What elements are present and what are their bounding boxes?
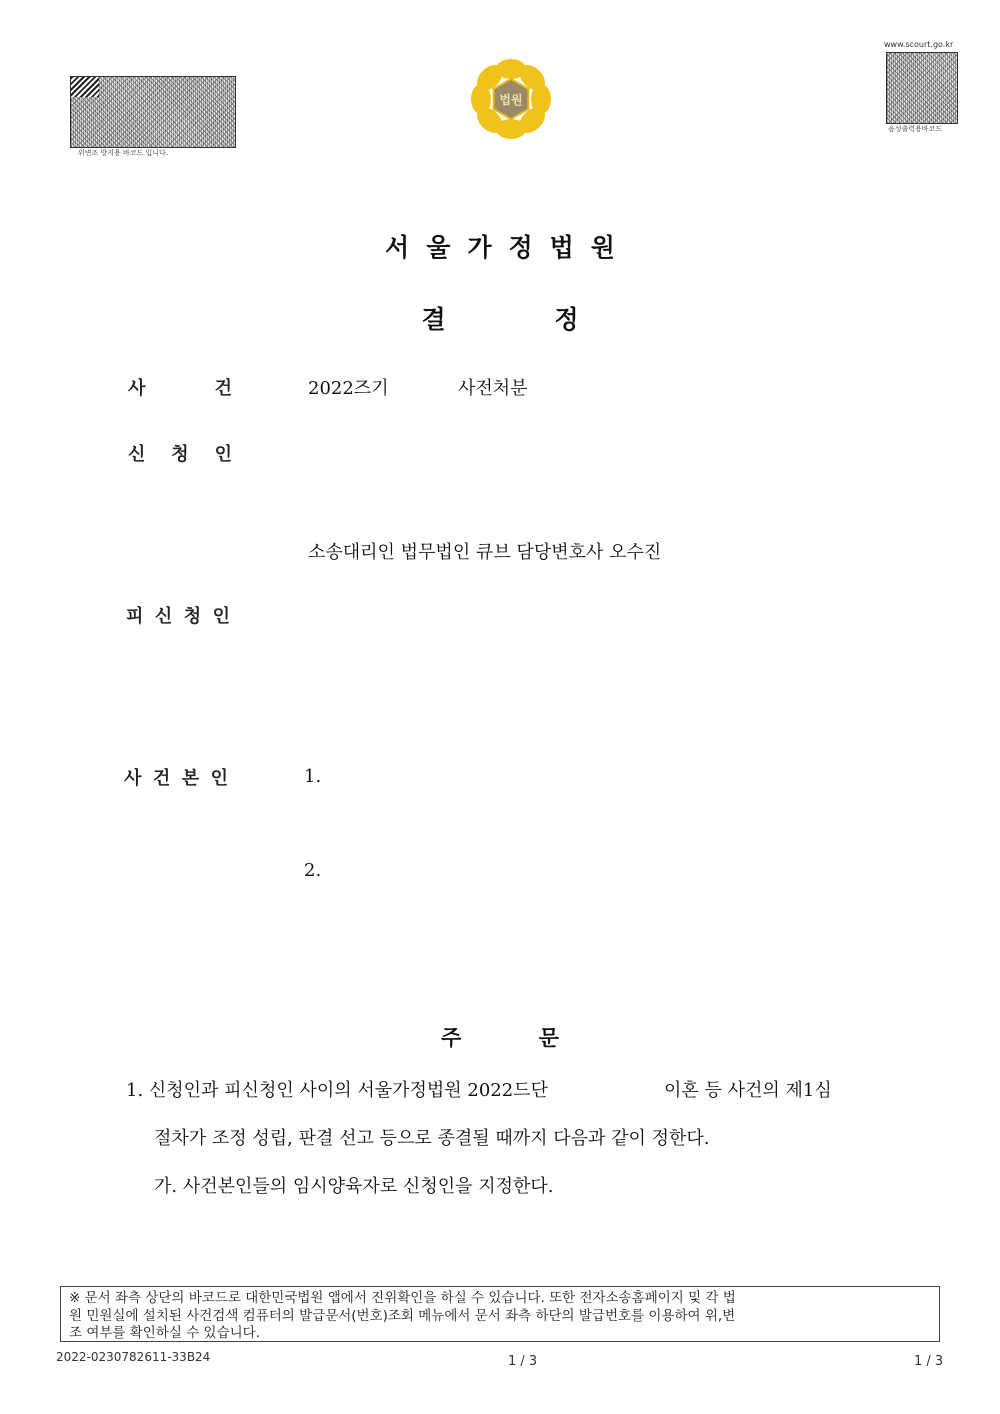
notice-line-1: ※ 문서 좌측 상단의 바코드로 대한민국법원 앱에서 진위확인을 하실 수 있습니다. 또한 전자소송홈페이지 및 각 법 [69, 1290, 736, 1306]
case-principal-item-1: 1. [304, 766, 322, 787]
court-website-url: www.scourt.go.kr [884, 40, 954, 49]
barcode-corner-stripe [71, 77, 99, 97]
order-title: 주 문 [441, 1026, 559, 1050]
issue-number: 2022-0230782611-33B24 [56, 1350, 211, 1364]
verification-notice [60, 1286, 940, 1342]
applicant-label: 신 청 인 [128, 444, 232, 465]
respondent-label: 피 신 청 인 [126, 606, 230, 627]
emblem-text: 법원 [499, 93, 523, 107]
notice-line-2: 원 민원실에 설치된 사건검색 컴퓨터의 발급문서(번호)조회 메뉴에서 문서 좌측 하단의 발급번호를 이용하여 위,변 [69, 1307, 736, 1324]
order-line-1-part-2: 이혼 등 사건의 제1심 [664, 1080, 832, 1101]
order-line-2: 절차가 조정 성립, 판결 선고 등으로 종결될 때까지 다음과 같이 정한다. [154, 1128, 710, 1149]
voice-output-barcode-caption: 음성출력용바코드 [888, 125, 943, 133]
voice-output-barcode [886, 52, 958, 124]
case-principal-label: 사 건 본 인 [124, 768, 228, 789]
legal-agent: 소송대리인 법무법인 큐브 담당변호사 오수진 [308, 542, 662, 563]
court-name: 서울가정법원 [385, 233, 632, 262]
case-type: 사전처분 [458, 378, 528, 399]
anti-forgery-barcode [70, 76, 236, 148]
anti-forgery-barcode-caption: 위변조 방지용 바코드 입니다. [78, 149, 169, 157]
document-title: 결 정 [421, 305, 579, 334]
notice-line-3: 조 여부를 확인하실 수 있습니다. [69, 1325, 260, 1341]
order-line-3: 가. 사건본인들의 임시양육자로 신청인을 지정한다. [154, 1176, 554, 1197]
case-number: 2022즈기 [308, 378, 389, 399]
case-label: 사 건 [128, 378, 232, 399]
page-number-right: 1 / 3 [914, 1354, 944, 1369]
page-number-center: 1 / 3 [508, 1354, 538, 1369]
court-emblem-icon [464, 52, 558, 146]
case-principal-item-2: 2. [304, 860, 322, 881]
order-line-1-part-1: 1. 신청인과 피신청인 사이의 서울가정법원 2022드단 [126, 1080, 548, 1101]
